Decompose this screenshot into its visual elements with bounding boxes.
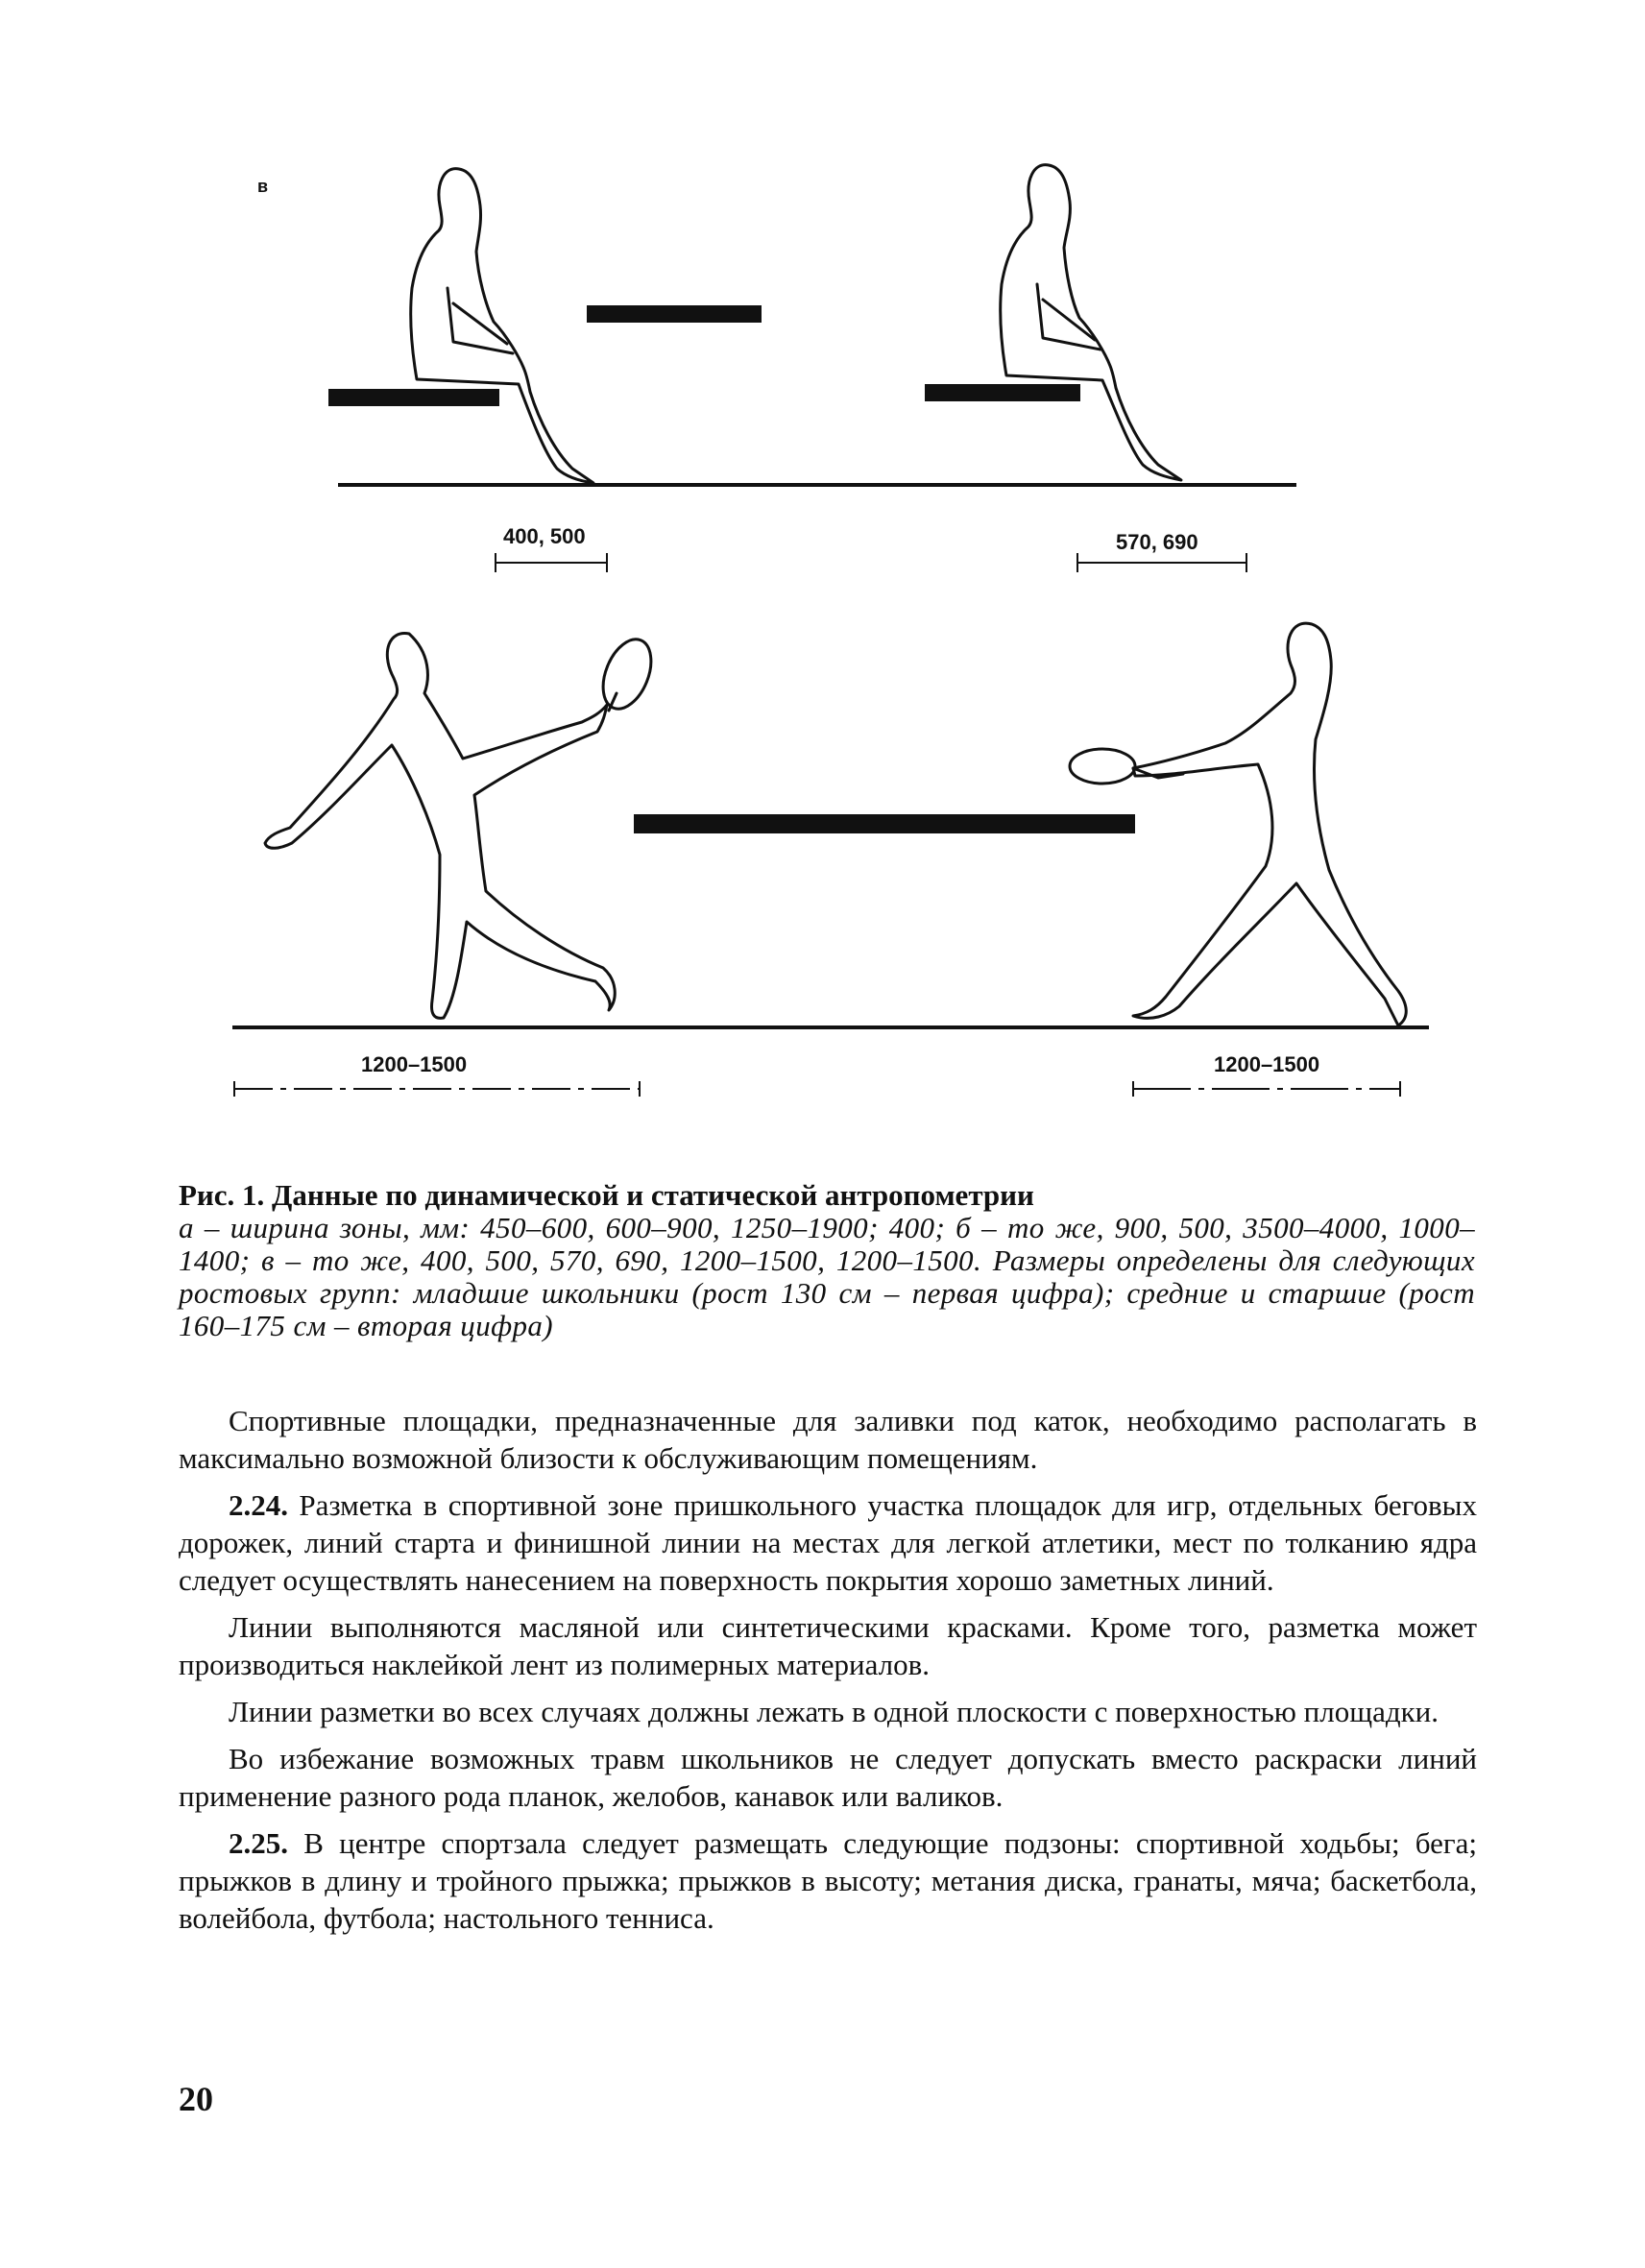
tennis-player-left bbox=[265, 633, 661, 1019]
paddle-left bbox=[593, 633, 660, 716]
standing-left-dimension: 1200–1500 bbox=[361, 1052, 468, 1076]
paragraph-text: Разметка в спортивной зоне пришкольного участка площадок для игр, отдельных беговых дорожек, линий старта и финишной линии на местах для легкой атлетики, мест по толканию ядра следует осуществлять нанесением на поверхность покрытия хорошо заметных линий. bbox=[179, 1488, 1478, 1597]
paragraph bbox=[179, 1824, 1477, 1937]
seated-person-left bbox=[328, 169, 593, 483]
paragraph-text: Линии разметки во всех случаях должны лежать в одной плоскости с поверхностью площадки. bbox=[229, 1695, 1439, 1728]
paragraph-text: Во избежание возможных травм школьников не следует допускать вместо раскраски линий применение разного рода планок, желобов, канавок или валиков. bbox=[179, 1742, 1477, 1813]
seated-left-dimension: 400, 500 bbox=[503, 524, 586, 548]
tennis-table-bar bbox=[634, 814, 1135, 833]
seated-bench-left bbox=[328, 389, 499, 406]
paragraph bbox=[179, 1608, 1477, 1683]
seated-person-right bbox=[925, 165, 1181, 480]
paragraph-number: 2.24. bbox=[229, 1488, 288, 1522]
seated-dim-right bbox=[1077, 530, 1246, 572]
paragraph-text: Спортивные площадки, предназначенные для заливки под каток, необходимо располагать в максимально возможной близости к обслуживающим помещениям. bbox=[179, 1404, 1477, 1475]
standing-dim-left bbox=[234, 1052, 640, 1097]
body-text bbox=[179, 1402, 1477, 1946]
paddle-right bbox=[1070, 749, 1135, 784]
paragraph-text: В центре спортзала следует размещать следующие подзоны: спортивной ходьбы; бега; прыжков в длину и тройного прыжка; прыжков в высоту; метания диска, гранаты, мяча; баскетбола, волейбола, футбола; настольного тенниса. bbox=[179, 1826, 1477, 1935]
paragraph bbox=[179, 1402, 1477, 1477]
caption-title: Рис. 1. Данные по динамической и статической антропометрии bbox=[179, 1178, 1034, 1212]
figure-panel-label: в bbox=[257, 177, 269, 196]
paragraph bbox=[179, 1740, 1477, 1815]
standing-dim-right bbox=[1133, 1052, 1400, 1097]
seated-table-bar bbox=[587, 305, 762, 323]
paragraph-number: 2.25. bbox=[229, 1826, 288, 1860]
caption-body: а – ширина зоны, мм: 450–600, 600–900, 1250–1900; 400; б – то же, 900, 500, 3500–4000, 1000–1400; в – то же, 400, 500, 570, 690, 1200–1500, 1200–1500. Размеры определены для следующих ростовых групп: младшие школьники (рост 130 см – первая цифра); средние и старшие (рост 160–175 см – вторая цифра) bbox=[179, 1211, 1475, 1342]
seated-bench-right bbox=[925, 384, 1080, 401]
standing-right-dimension: 1200–1500 bbox=[1214, 1052, 1320, 1076]
figure-caption bbox=[179, 1179, 1475, 1342]
page-number: 20 bbox=[179, 2080, 213, 2118]
paragraph bbox=[179, 1486, 1477, 1599]
paragraph-text: Линии выполняются масляной или синтетическими красками. Кроме того, разметка может производиться наклейкой лент из полимерных материалов. bbox=[179, 1610, 1477, 1681]
seated-right-dimension: 570, 690 bbox=[1116, 530, 1198, 554]
paragraph bbox=[179, 1693, 1477, 1730]
seated-dim-left bbox=[496, 524, 607, 572]
